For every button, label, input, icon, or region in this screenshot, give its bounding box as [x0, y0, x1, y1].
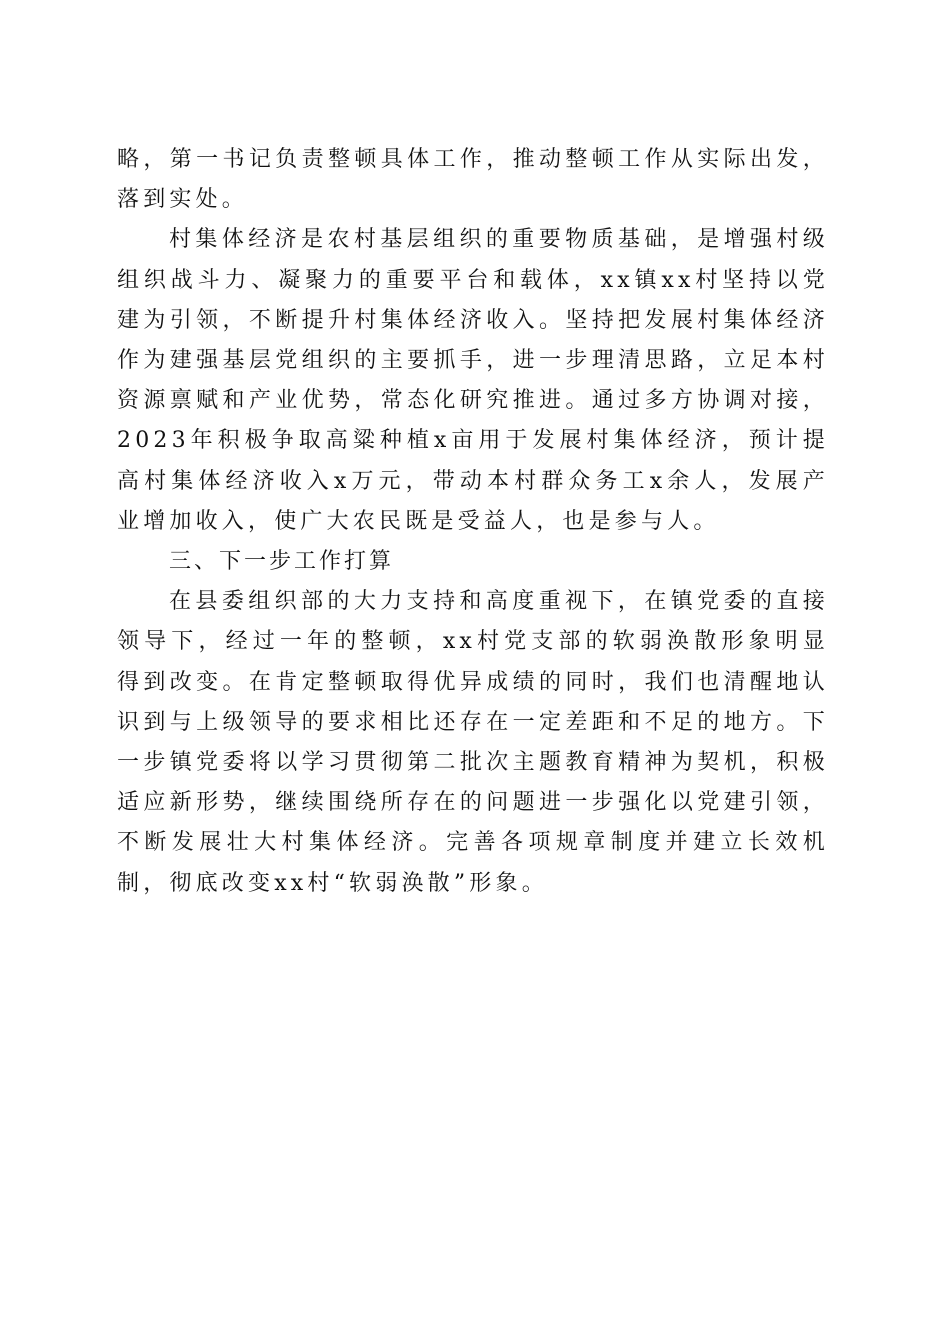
paragraph-continuation: 略，第一书记负责整顿具体工作，推动整顿工作从实际出发，落到实处。	[117, 147, 829, 213]
section-heading-next-steps: 三、下一步工作打算	[169, 549, 395, 575]
paragraph-collective-economy: 村集体经济是农村基层组织的重要物质基础，是增强村级组织战斗力、凝聚力的重要平台和载体，xx镇xx村坚持以党建为引领，不断提升村集体经济收入。坚持把发展村集体经济作为建强基层党组织的主要抓手，进一步理清思路，立足本村资源禀赋和产业优势，常态化研究推进。通过多方协调对接，2023年积极争取高粱种植x亩用于发展村集体经济，预计提高村集体经济收入x万元，带动本村群众务工x余人，发展产业增加收入，使广大农民既是受益人，也是参与人。	[117, 227, 829, 534]
paragraph-next-steps: 在县委组织部的大力支持和高度重视下，在镇党委的直接领导下，经过一年的整顿，xx村党支部的软弱涣散形象明显得到改变。在肯定整顿取得优异成绩的同时，我们也清醒地认识到与上级领导的要求相比还存在一定差距和不足的地方。下一步镇党委将以学习贯彻第二批次主题教育精神为契机，积极适应新形势，继续围绕所存在的问题进一步强化以党建引领，不断发展壮大村集体经济。完善各项规章制度并建立长效机制，彻底改变xx村“软弱涣散”形象。	[117, 589, 829, 896]
document-body	[117, 140, 829, 904]
